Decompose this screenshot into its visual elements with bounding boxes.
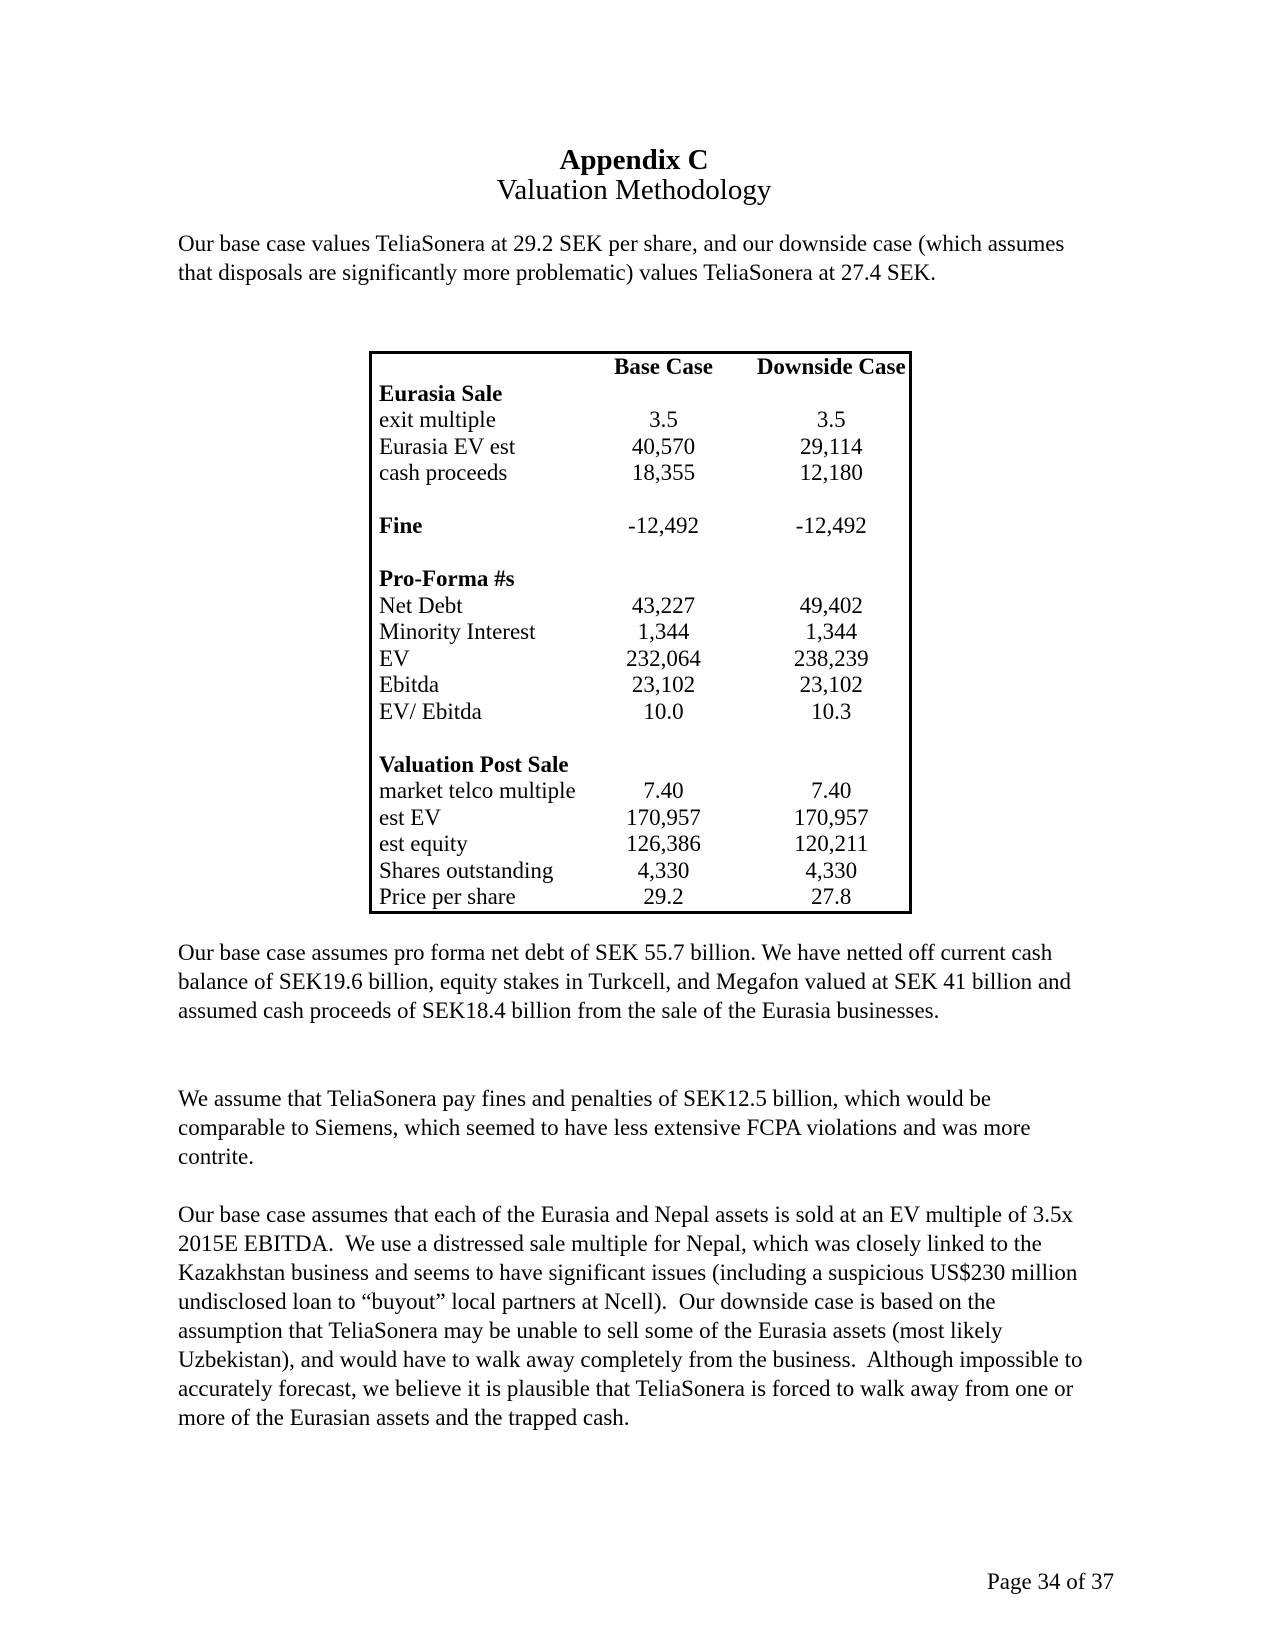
downside-case-value (754, 540, 911, 567)
base-case-value: 3.5 (649, 407, 678, 432)
row-label: Eurasia Sale (379, 380, 503, 406)
table-row (371, 858, 911, 885)
row-label: EV (379, 645, 410, 671)
table-row (371, 672, 911, 699)
row-label: Pro-Forma #s (379, 566, 515, 591)
row-label: market telco multiple (379, 778, 576, 803)
row-label: Fine (379, 513, 423, 538)
table-row (371, 884, 911, 912)
row-label: Minority Interest (379, 619, 536, 644)
header-base-case: Base Case (613, 354, 714, 379)
row-label: exit multiple (379, 407, 496, 432)
valuation-table-body (371, 381, 911, 913)
header-downside-case: Downside Case (756, 354, 906, 379)
base-case-value: 29.2 (643, 884, 684, 909)
base-case-value: 126,386 (626, 831, 701, 856)
table-row (371, 407, 911, 434)
base-case-value (574, 725, 754, 752)
base-case-value: 7.40 (643, 778, 684, 803)
row-label (371, 487, 574, 514)
base-case-value: 1,344 (637, 619, 690, 644)
base-case-value: 43,227 (631, 592, 696, 618)
downside-case-value (754, 725, 911, 752)
row-label: cash proceeds (379, 460, 508, 485)
row-label: Eurasia EV est (379, 433, 516, 459)
base-case-value (574, 381, 754, 408)
table-row (371, 540, 911, 567)
base-case-value: 4,330 (637, 857, 690, 883)
base-case-value: 23,102 (631, 672, 696, 697)
downside-case-value (754, 487, 911, 514)
downside-case-value: 29,114 (800, 433, 863, 459)
base-case-value: 170,957 (626, 804, 701, 830)
row-label: Net Debt (379, 592, 463, 618)
page-title-block (178, 145, 1090, 205)
table-row (371, 699, 911, 726)
base-case-value: 40,570 (631, 433, 696, 459)
table-row (371, 381, 911, 408)
table-row (371, 778, 911, 805)
table-row (371, 434, 911, 461)
table-row (371, 513, 911, 540)
downside-case-value (754, 381, 911, 408)
base-case-value: 232,064 (626, 645, 701, 671)
table-row (371, 593, 911, 620)
downside-case-value: 120,211 (794, 831, 869, 856)
downside-case-value: -12,492 (795, 513, 867, 538)
table-row (371, 487, 911, 514)
base-case-value: -12,492 (628, 513, 699, 538)
table-row (371, 646, 911, 673)
table-row (371, 460, 911, 487)
fines-paragraph: We assume that TeliaSonera pay fines and penalties of SEK12.5 billion, which would be comparable to Siemens, which seemed to have less extensive FCPA violations and was more contrite. (178, 1086, 1037, 1169)
row-label: Shares outstanding (379, 857, 554, 883)
downside-case-value: 3.5 (816, 407, 846, 432)
page-number: Page 34 of 37 (987, 1569, 1115, 1594)
valuation-table (369, 351, 912, 914)
row-label: est EV (379, 804, 441, 830)
multiple-assumptions-paragraph: Our base case assumes that each of the Eurasia and Nepal assets is sold at an EV multiple of 3.5x 2015E EBITDA. We use a distressed sale multiple for Nepal, which was closely linked to the Kazakhstan business and seems to have significant issues (including a suspicious US$230 million undisclosed loan to “buyout” local partners at Ncell). Our downside case is based on the assumption that TeliaSonera may be unable to sell some of the Eurasia assets (most likely Uzbekistan), and would have to walk away completely from the business. Although impossible to accurately forecast, we believe it is plausible that TeliaSonera is forced to walk away from one or more of the Eurasian assets and the trapped cash. (178, 1202, 1089, 1430)
row-label: Price per share (379, 884, 516, 909)
downside-case-value: 238,239 (793, 645, 869, 671)
base-case-value (574, 540, 754, 567)
net-debt-paragraph: Our base case assumes pro forma net debt of SEK 55.7 billion. We have netted off current cash balance of SEK19.6 billion, equity stakes in Turkcell, and Megafon valued at SEK 41 billion and assumed cash proceeds of SEK18.4 billion from the sale of the Eurasia businesses. (178, 940, 1077, 1023)
row-label: est equity (379, 831, 468, 856)
header-empty-cell (371, 353, 574, 381)
intro-paragraph: Our base case values TeliaSonera at 29.2 SEK per share, and our downside case (which assumes that disposals are significantly more problematic) values TeliaSonera at 27.4 SEK. (178, 231, 1071, 285)
row-label: EV/ Ebitda (379, 698, 482, 724)
table-row (371, 725, 911, 752)
table-row (371, 805, 911, 832)
downside-case-value: 10.3 (811, 698, 852, 724)
base-case-value (574, 752, 754, 779)
base-case-value (574, 487, 754, 514)
base-case-value: 18,355 (631, 460, 696, 485)
downside-case-value: 4,330 (805, 857, 858, 883)
table-row (371, 831, 911, 858)
row-label (371, 725, 574, 752)
row-label (371, 540, 574, 567)
downside-case-value: 49,402 (799, 592, 863, 618)
downside-case-value: 27.8 (811, 884, 852, 909)
table-row (371, 752, 911, 779)
downside-case-value: 23,102 (799, 672, 863, 697)
row-label: Ebitda (379, 672, 440, 697)
downside-case-value: 12,180 (799, 460, 863, 485)
table-row (371, 566, 911, 593)
downside-case-value: 7.40 (811, 778, 852, 803)
table-header-row (371, 353, 911, 381)
appendix-title: Appendix C (559, 144, 709, 176)
downside-case-value: 1,344 (805, 619, 858, 644)
table-row (371, 619, 911, 646)
downside-case-value: 170,957 (793, 804, 869, 830)
appendix-subtitle: Valuation Methodology (496, 174, 772, 206)
downside-case-value (754, 752, 911, 779)
base-case-value (574, 566, 754, 593)
downside-case-value (754, 566, 911, 593)
row-label: Valuation Post Sale (379, 751, 569, 777)
base-case-value: 10.0 (643, 698, 684, 724)
